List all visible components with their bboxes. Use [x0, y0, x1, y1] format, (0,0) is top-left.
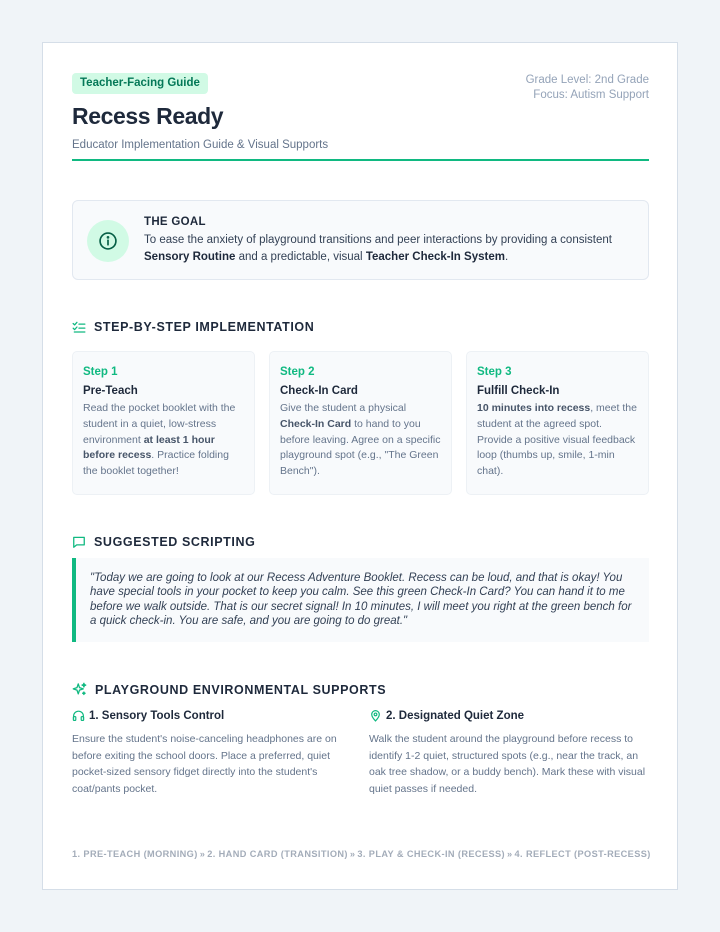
header-divider — [72, 159, 649, 161]
process-timeline — [72, 849, 649, 859]
step-card — [269, 351, 452, 495]
map-pin-icon — [369, 709, 382, 722]
teacher-guide-badge: Teacher-Facing Guide — [72, 73, 208, 94]
step-title: Pre-Teach — [83, 385, 138, 397]
timeline-step: 3. PLAY & CHECK-IN (RECESS) — [357, 849, 506, 859]
double-chevron-right-icon: » — [507, 849, 513, 859]
timeline-step: 2. HAND CARD (TRANSITION) — [207, 849, 348, 859]
double-chevron-right-icon: » — [199, 849, 206, 859]
goal-text: To ease the anxiety of playground transitions and peer interactions by providing a consistent Sensory Routine and a predictable, visual Teacher Check-In System. — [144, 234, 612, 263]
timeline-step: 1. PRE-TEACH (MORNING) — [72, 849, 198, 859]
step-title: Check-In Card — [280, 385, 358, 397]
page-meta — [526, 73, 649, 103]
guide-page — [42, 42, 678, 890]
focus: Focus: Autism Support — [533, 89, 649, 101]
page-title: Recess Ready — [72, 103, 224, 129]
step-description: 10 minutes into recess, meet the student at the agreed spot. Provide a positive visual feedback loop (thumbs up, smile, 1-min chat). — [477, 402, 637, 478]
goal-label: THE GOAL — [144, 216, 206, 228]
support-title: 2. Designated Quiet Zone — [369, 709, 649, 722]
support-item — [369, 709, 649, 797]
double-chevron-right-icon: » — [349, 849, 356, 859]
step-title: Fulfill Check-In — [477, 385, 560, 397]
speech-bubble-icon — [72, 535, 86, 549]
checklist-icon — [72, 320, 86, 334]
step-number: Step 1 — [83, 366, 118, 378]
step-description: Read the pocket booklet with the student in a quiet, low-stress environment at least 1 hour before recess. Practice folding the booklet together! — [83, 402, 236, 478]
step-number: Step 3 — [477, 366, 512, 378]
headphones-icon — [72, 709, 85, 722]
supports-row — [72, 709, 649, 797]
implementation-heading: STEP-BY-STEP IMPLEMENTATION — [72, 320, 314, 334]
sparkle-icon — [72, 682, 87, 697]
page-header — [72, 73, 649, 151]
supports-heading: PLAYGROUND ENVIRONMENTAL SUPPORTS — [72, 682, 386, 697]
grade-level: Grade Level: 2nd Grade — [525, 74, 649, 86]
timeline-step: 4. REFLECT (POST-RECESS) — [514, 849, 651, 859]
support-item — [72, 709, 352, 797]
step-card — [466, 351, 649, 495]
page-subtitle: Educator Implementation Guide & Visual Supports — [72, 139, 329, 151]
step-description: Give the student a physical Check-In Card to hand to you before leaving. Agree on a specific playground spot (e.g., "The Green Bench"). — [280, 402, 441, 478]
info-icon — [87, 220, 129, 262]
scripting-heading: SUGGESTED SCRIPTING — [72, 535, 255, 549]
step-card — [72, 351, 255, 495]
goal-callout — [72, 200, 649, 280]
steps-row — [72, 351, 649, 495]
support-description: Walk the student around the playground before recess to identify 1-2 quiet, structured spots (e.g., near the track, an oak tree shadow, or a buddy bench). Mark these with visual quiet passes if needed. — [369, 733, 646, 795]
script-quote: "Today we are going to look at our Recess Adventure Booklet. Recess can be loud, and that is okay! You have special tools in your pocket to keep you calm. See this green Check-In Card? You can hand it to me before we walk outside. That is our secret signal! In 10 minutes, I will meet you right at the green bench for a quick check-in. You are safe, and you are going to do great." — [72, 558, 649, 642]
step-number: Step 2 — [280, 366, 315, 378]
support-title: 1. Sensory Tools Control — [72, 709, 352, 722]
support-description: Ensure the student's noise-canceling headphones are on before exiting the school doors. Place a preferred, quiet pocket-sized sensory fidget directly into the student's coat/pants pocket. — [72, 733, 337, 795]
